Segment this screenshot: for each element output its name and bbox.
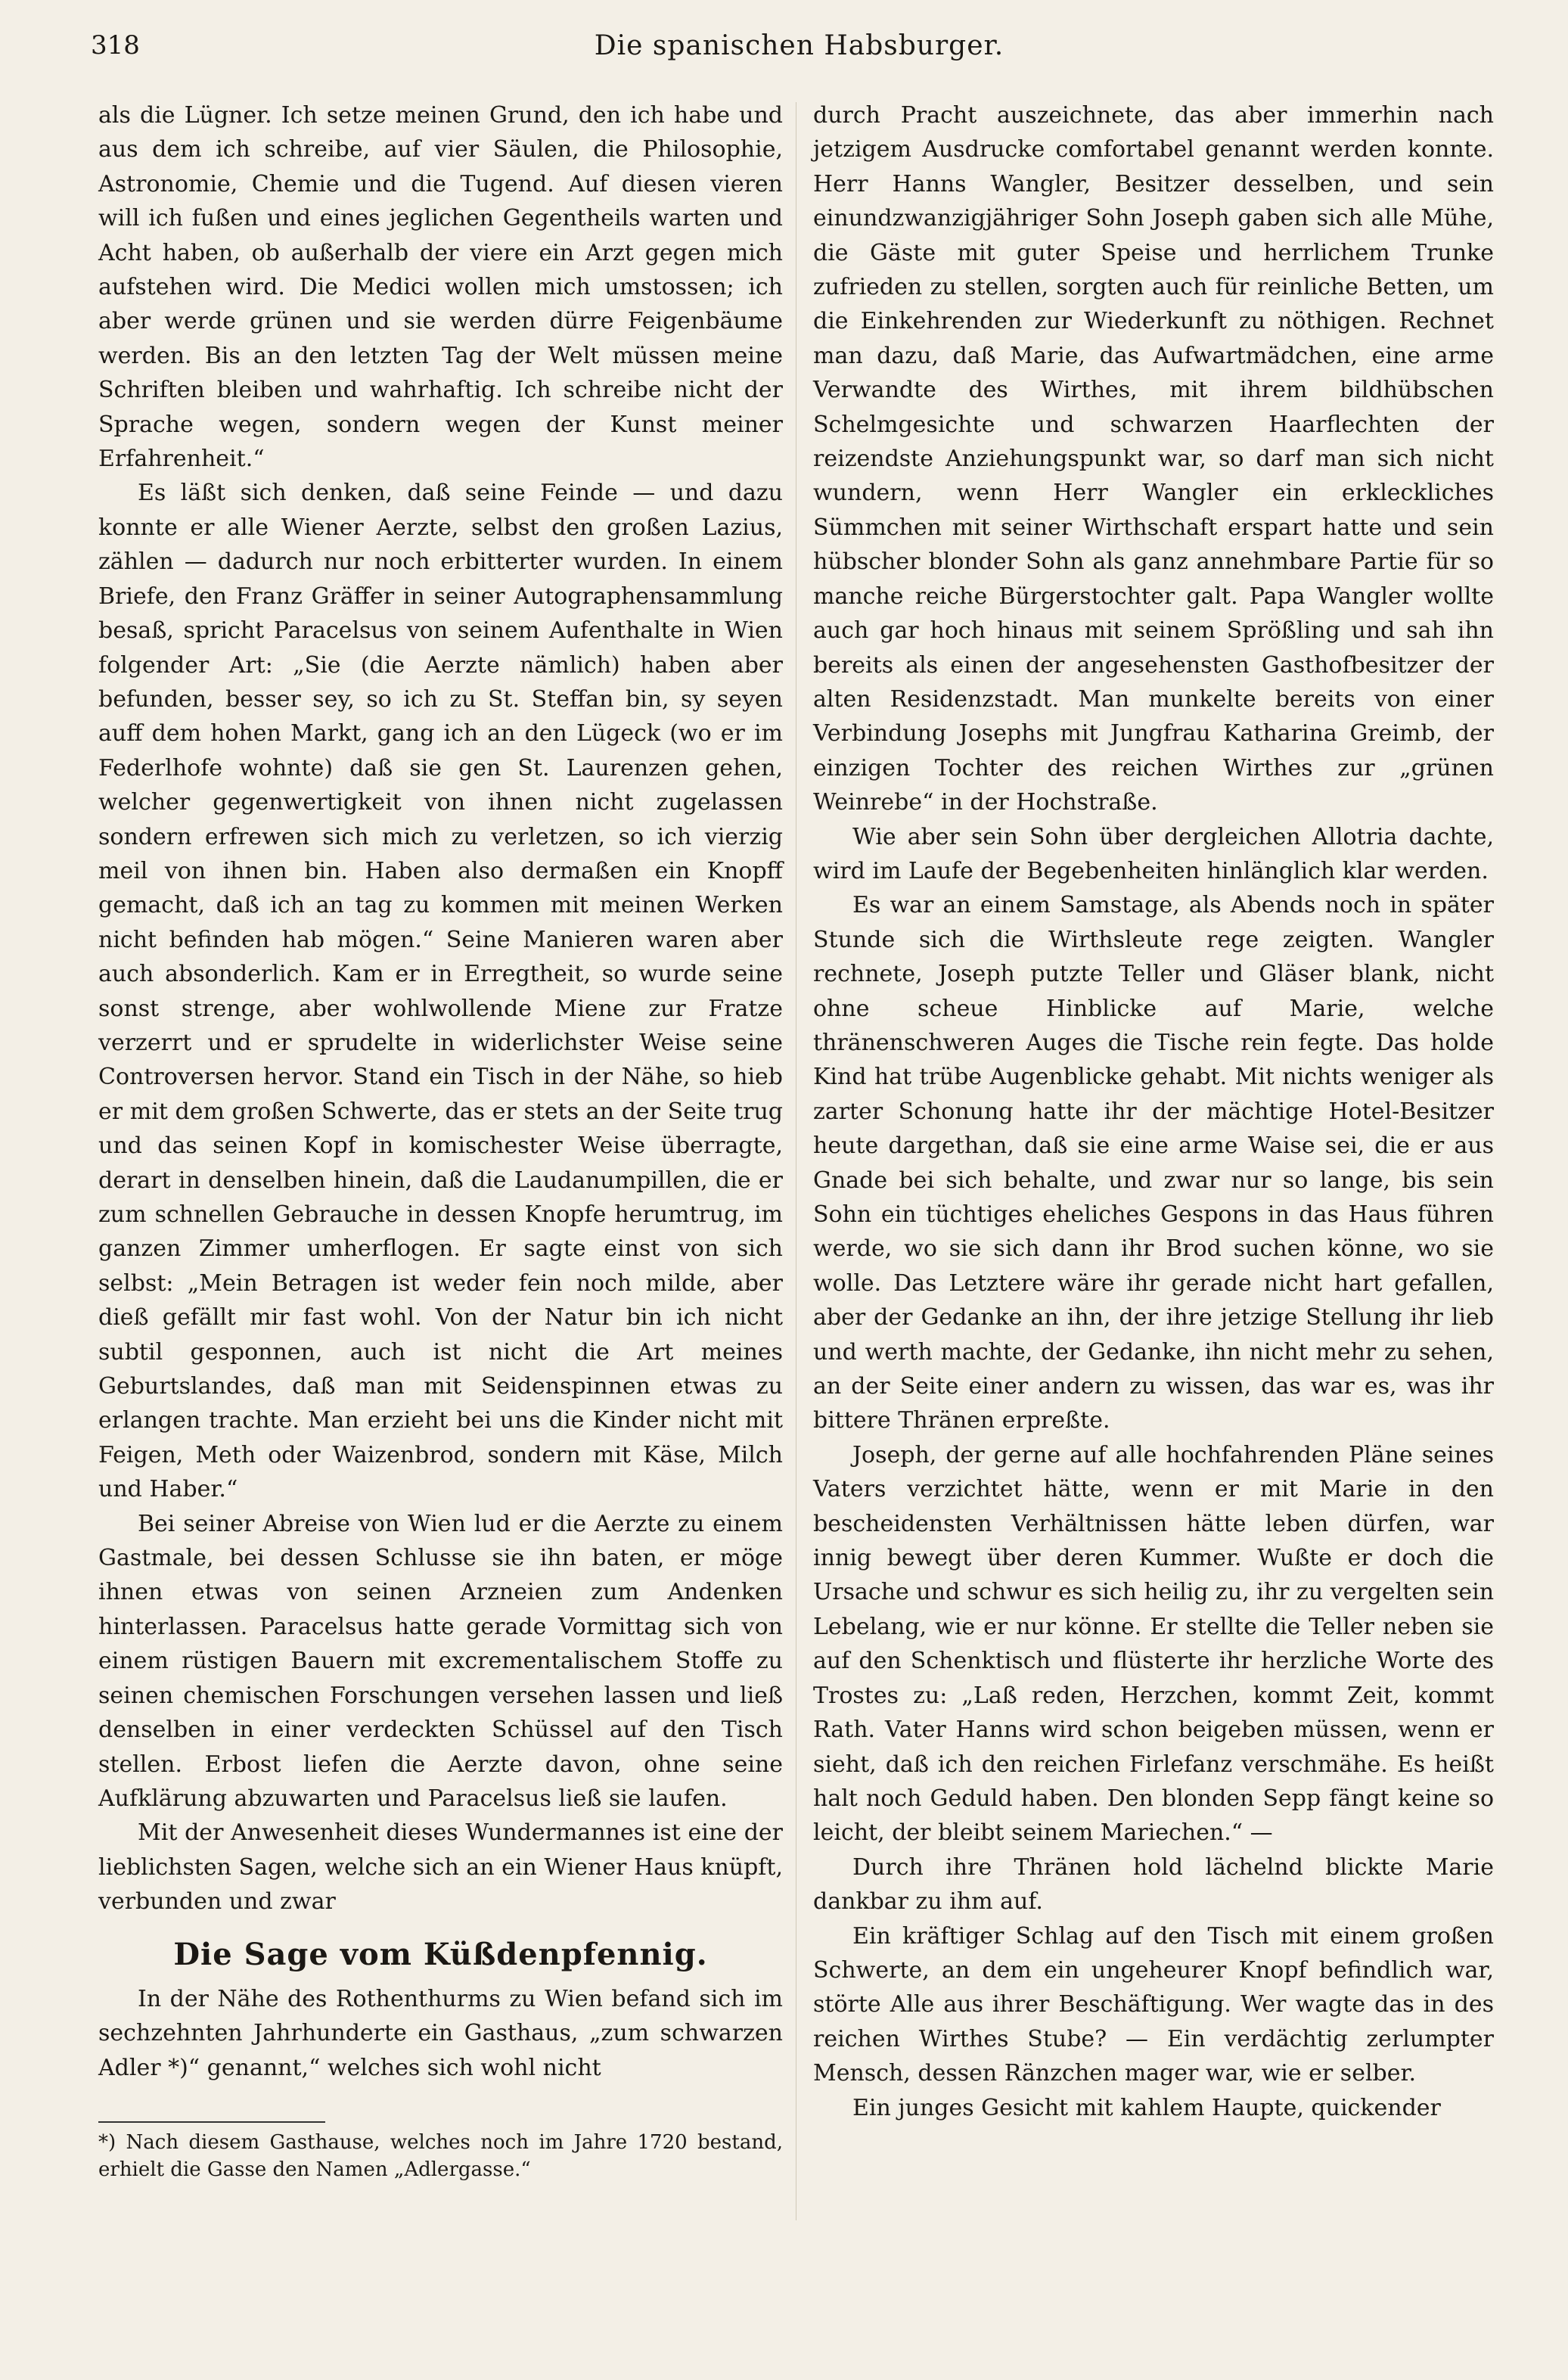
paragraph: als die Lügner. Ich setze meinen Grund, den ich habe und aus dem ich schreibe, auf vier Säulen, die Philosophie, Astronomie, Chemie und die Tugend. Auf diesen vieren will ich fußen und eines jeglichen Gegentheils warten und Acht haben, ob außerhalb der viere ein Arzt gegen mich aufstehen wird. Die Medici wollen mich umstossen; ich aber werde grünen und sie werden dürre Feigenbäume werden. Bis an den letzten Tag der Welt müssen meine Schriften bleiben und wahrhaftig. Ich schreibe nicht der Sprache wegen, sondern wegen der Kunst meiner Erfahrenheit.“ bbox=[98, 102, 783, 473]
footnote: *) Nach diesem Gasthause, welches noch im Jahre 1720 bestand, erhielt die Gasse den Namen „Adlergasse.“ bbox=[98, 2131, 783, 2182]
paragraph: Mit der Anwesenheit dieses Wundermannes ist eine der lieblichsten Sagen, welche sich an ein Wiener Haus knüpft, verbunden und zwar bbox=[98, 1819, 783, 1915]
paragraph: Ein junges Gesicht mit kahlem Haupte, quickender bbox=[852, 2094, 1441, 2121]
page-number: 318 bbox=[91, 30, 140, 61]
right-column bbox=[813, 98, 1494, 2125]
paragraph: Wie aber sein Sohn über dergleichen Allotria dachte, wird im Laufe der Begebenheiten hinlänglich klar werden. bbox=[813, 823, 1494, 884]
left-column bbox=[98, 98, 783, 2183]
paragraph: Es läßt sich denken, daß seine Feinde — und dazu konnte er alle Wiener Aerzte, selbst den großen Lazius, zählen — dadurch nur noch erbitterter wurden. In einem Briefe, den Franz Gräffer in seiner Autographensammlung besaß, spricht Paracelsus von seinem Aufenthalte in Wien folgender Art: „Sie (die Aerzte nämlich) haben aber befunden, besser sey, so ich zu St. Steffan bin, sy seyen auff dem hohen Markt, gang ich an den Lügeck (wo er im Federlhofe wohnte) daß sie gen St. Laurenzen gehen, welcher gegenwertigkeit von ihnen nicht zugelassen sondern erfrewen sich mich zu verletzen, so ich vierzig meil von ihnen bin. Haben also dermaßen ein Knopff gemacht, daß ich an tag zu kommen mit meinen Werken nicht befinden hab mögen.“ Seine Manieren waren aber auch absonderlich. Kam er in Erregtheit, so wurde seine sonst strenge, aber wohlwollende Miene zur Fratze verzerrt und er sprudelte in widerlichster Weise seine Controversen hervor. Stand ein Tisch in der Nähe, so hieb er mit dem großen Schwerte, das er stets an der Seite trug und das seinen Kopf in komischester Weise überragte, derart in denselben hinein, daß die Laudanumpillen, die er zum schnellen Gebrauche in dessen Knopfe herumtrug, im ganzen Zimmer umherflogen. Er sagte einst von sich selbst: „Mein Betragen ist weder fein noch milde, aber dieß gefällt mir fast wohl. Von der Natur bin ich nicht subtil gesponnen, auch ist nicht die Art meines Geburtslandes, daß man mit Seidenspinnen etwas zu erlangen trachte. Man erzieht bei uns die Kinder nicht mit Feigen, Meth oder Waizenbrod, sondern mit Käse, Milch und Haber.“ bbox=[98, 480, 783, 1503]
paragraph: Ein kräftiger Schlag auf den Tisch mit einem großen Schwerte, an dem ein ungeheurer Knopf befindlich war, störte Alle aus ihrer Beschäftigung. Wer wagte das in des reichen Wirthes Stube? — Ein verdächtig zerlumpter Mensch, dessen Ränzchen mager war, wie er selber. bbox=[813, 1922, 1494, 2087]
footnote-rule bbox=[98, 2121, 325, 2123]
page-header bbox=[91, 30, 1507, 83]
running-title: Die spanischen Habsburger. bbox=[594, 30, 1004, 61]
paragraph: Bei seiner Abreise von Wien lud er die Aerzte zu einem Gastmale, bei dessen Schlusse sie ihn baten, er möge ihnen etwas von seinen Arzneien zum Andenken hinterlassen. Paracelsus hatte gerade Vormittag sich von einem rüstigen Bauern mit excrementalischem Stoffe zu seinen chemischen Forschungen versehen lassen und ließ denselben in einer verdeckten Schüssel auf den Tisch stellen. Erbost liefen die Aerzte davon, ohne seine Aufklärung abzuwarten und Paracelsus ließ sie laufen. bbox=[98, 1510, 783, 1812]
paragraph: Joseph, der gerne auf alle hochfahrenden Pläne seines Vaters verzichtet hätte, wenn er mit Marie in den bescheidensten Verhältnissen hätte leben dürfen, war innig bewegt über deren Kummer. Wußte er doch die Ursache und schwur es sich heilig zu, ihr zu vergelten sein Lebelang, wie er nur könne. Er stellte die Teller neben sie auf den Schenktisch und flüsterte ihr herzliche Worte des Trostes zu: „Laß reden, Herzchen, kommt Zeit, kommt Rath. Vater Hanns wird schon beigeben müssen, wenn er sieht, daß ich den reichen Firlefanz verschmähe. Es heißt halt noch Geduld haben. Den blonden Sepp fängt keine so leicht, der bleibt seinem Mariechen.“ — bbox=[813, 1441, 1495, 1847]
paragraph: Durch ihre Thränen hold lächelnd blickte Marie dankbar zu ihm auf. bbox=[813, 1853, 1494, 1915]
paragraph: durch Pracht auszeichnete, das aber immerhin nach jetzigem Ausdrucke comfortabel genannt werden konnte. Herr Hanns Wangler, Besitzer desselben, und sein einundzwanzigjähriger Sohn Joseph gaben sich alle Mühe, die Gäste mit guter Speise und herrlichem Trunke zufrieden zu stellen, sorgten auch für reinliche Betten, um die Einkehrenden zur Wiederkunft zu nöthigen. Rechnet man dazu, daß Marie, das Aufwartmädchen, eine arme Verwandte des Wirthes, mit ihrem bildhübschen Schelmgesichte und schwarzen Haarflechten der reizendste Anziehungspunkt war, so darf man sich nicht wundern, wenn Herr Wangler ein erkleckliches Sümmchen mit seiner Wirthschaft erspart hatte und sein hübscher blonder Sohn als ganz annehmbare Partie für so manche reiche Bürgerstochter galt. Papa Wangler wollte auch gar hoch hinaus mit seinem Sprößling und sah ihn bereits als einen der angesehensten Gasthofbesitzer der alten Residenzstadt. Man munkelte bereits von einer Verbindung Josephs mit Jungfrau Katharina Greimb, der einzigen Tochter des reichen Wirthes zur „grünen Weinrebe“ in der Hochstraße. bbox=[813, 102, 1494, 816]
paragraph: In der Nähe des Rothenthurms zu Wien befand sich im sechzehnten Jahrhunderte ein Gasthaus, „zum schwarzen Adler *)“ genannt,“ welches sich wohl nicht bbox=[98, 1985, 783, 2081]
paragraph: Es war an einem Samstage, als Abends noch in später Stunde sich die Wirthsleute rege zeigten. Wangler rechnete, Joseph putzte Teller und Gläser blank, nicht ohne scheue Hinblicke auf Marie, welche thränenschweren Auges die Tische rein fegte. Das holde Kind hat trübe Augenblicke gehabt. Mit nichts weniger als zarter Schonung hatte ihr der mächtige Hotel-Besitzer heute dargethan, daß sie eine arme Waise sei, die er aus Gnade bei sich behalte, und zwar nur so lange, bis sein Sohn ein tüchtiges eheliches Gespons in das Haus führen werde, wo sie sich dann ihr Brod suchen könne, wo sie wolle. Das Letztere wäre ihr gerade nicht hart gefallen, aber der Gedanke an ihn, der ihre jetzige Stellung ihr lieb und werth machte, der Gedanke, ihn nicht mehr zu sehen, an der Seite einer andern zu wissen, das war es, was ihr bittere Thränen erpreßte. bbox=[813, 892, 1494, 1434]
section-title: Die Sage vom Küßdenpfennig. bbox=[173, 1936, 708, 1972]
